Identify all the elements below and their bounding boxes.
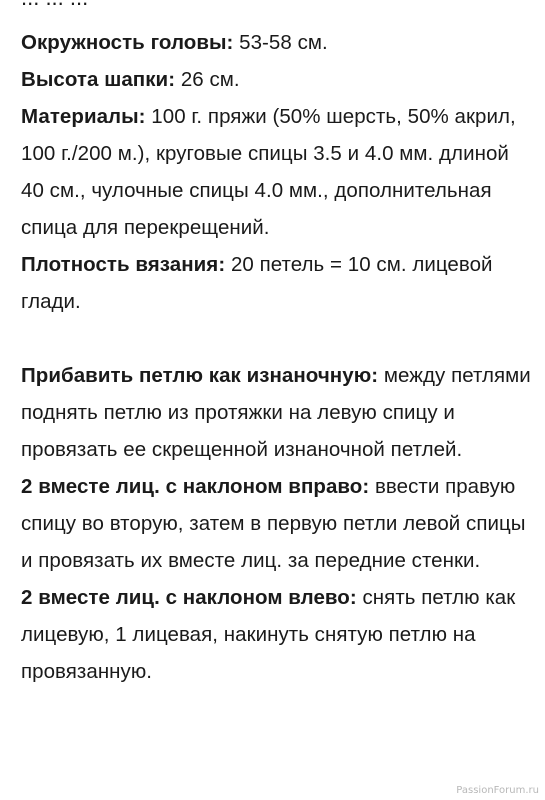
paragraph-spacer <box>21 320 531 357</box>
increase-purlwise-paragraph <box>21 357 531 468</box>
label: Высота шапки: <box>21 68 176 91</box>
gauge-paragraph <box>21 246 531 320</box>
materials-paragraph <box>21 98 531 246</box>
value: ввести правую спицу во вторую, затем в первую петли левой спицы и провязать их вместе лиц. за передние стенки. <box>21 475 526 572</box>
k2tog-right-paragraph <box>21 468 531 579</box>
label: 2 вместе лиц. с наклоном вправо: <box>21 475 370 498</box>
k2tog-left-paragraph <box>21 579 531 690</box>
document-body <box>21 24 531 690</box>
label: 2 вместе лиц. с наклоном влево: <box>21 586 357 609</box>
cropped-text-line <box>21 0 88 10</box>
value: 20 петель = 10 см. лицевой глади. <box>21 253 493 313</box>
hat-height-line <box>21 61 531 98</box>
value: снять петлю как лицевую, 1 лицевая, накинуть снятую петлю на провязанную. <box>21 586 516 683</box>
label: Прибавить петлю как изнаночную: <box>21 364 379 387</box>
value: между петлями поднять петлю из протяжки на левую спицу и провязать ее скрещенной изнаночной петлей. <box>21 364 531 461</box>
watermark: PassionForum.ru <box>456 785 539 796</box>
head-circumference-line <box>21 24 531 61</box>
value: 100 г. пряжи (50% шерсть, 50% акрил, 100 г./200 м.), круговые спицы 3.5 и 4.0 мм. длиной 40 см., чулочные спицы 4.0 мм., дополнительная спица для перекрещений. <box>21 105 516 239</box>
label: Материалы: <box>21 105 146 128</box>
label: Окружность головы: <box>21 31 234 54</box>
label: Плотность вязания: <box>21 253 226 276</box>
value: 26 см. <box>175 68 240 91</box>
value: 53-58 см. <box>233 31 328 54</box>
